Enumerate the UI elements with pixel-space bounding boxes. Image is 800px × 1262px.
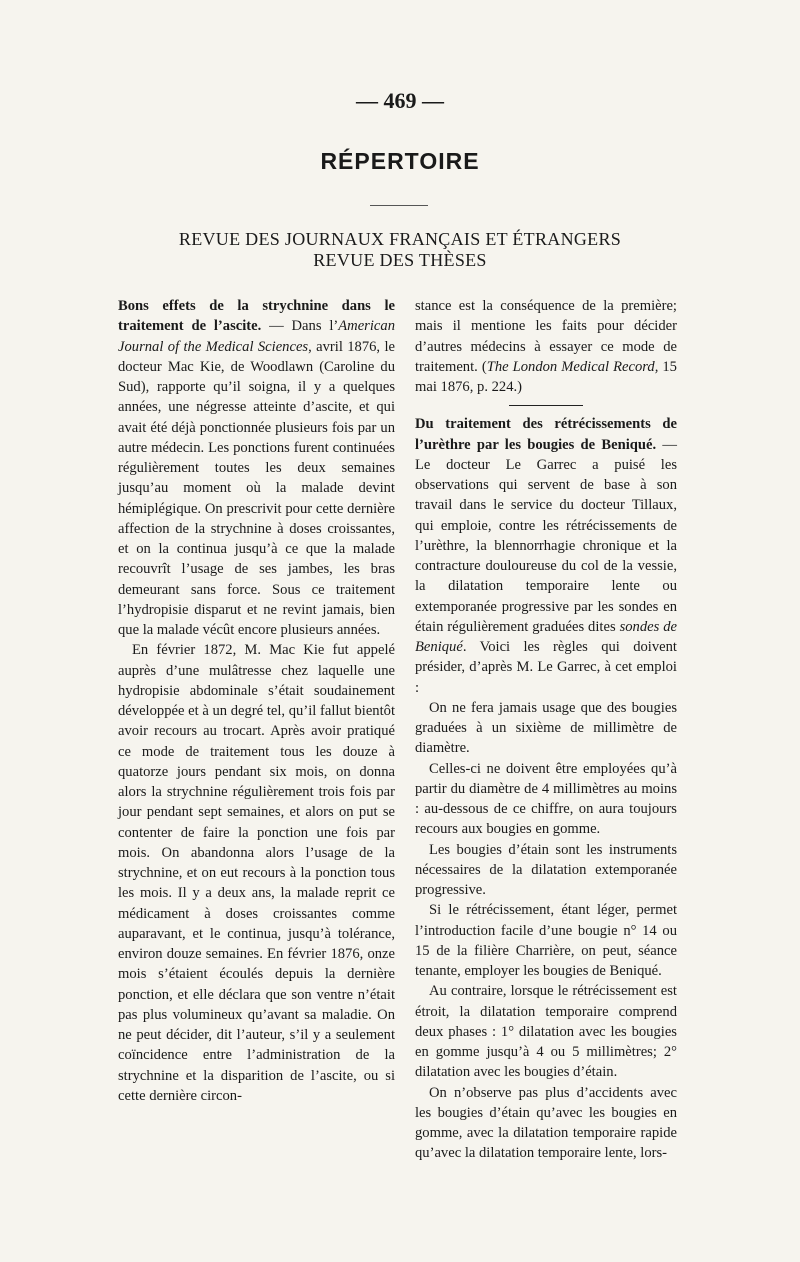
article2-paragraph-1: [415, 414, 677, 698]
article1-source: The London Medical Record,: [486, 358, 659, 375]
article2-sondes-italic: sondes de Beniqué: [415, 618, 677, 655]
article2-paragraph-5: Si le rétrécissement, étant léger, permet l’introduction facile d’une bougie n° 14 ou 15 de la filière Charrière, on peut, séance tenante, employer les bougies de Beniqué.: [415, 902, 677, 979]
article-separator: [509, 405, 583, 406]
article1-title: Bons effets de la strychnine dans le traitement de l’ascite.: [118, 298, 395, 335]
article2-paragraph-1-text-b: . Voici les règles qui doivent présider, d’après M. Le Garrec, à cet emploi :: [415, 639, 677, 696]
section-title: RÉPERTOIRE: [320, 148, 480, 174]
article1-paragraph-2: En février 1872, M. Mac Kie fut appelé auprès d’une mulâtresse chez laquelle une hydropisie abdominale s’était soudainement développée et à un degré tel, qu’il fallut bientôt avoir recours au trocart. Après avoir pratiqué ce mode de traitement tous les douze à quatorze jours pendant six mois, on donna alors la strychnine régulièrement trois fois par jour pendant sept semaines, et alors on put se contenter de faire la ponction une fois par mois. On abandonna alors l’usage de la strychnine, et on eut recours à la ponction tous les mois. Il y a deux ans, la malade reprit ce médicament à doses croissantes comme auparavant, et le continua, jusqu’à tolérance, environ douze semaines. En février 1876, onze mois s’étaient écoulés depuis la dernière ponction, et elle déclara que son ventre n’était pas plus volumineux qu’avant sa maladie. On ne peut décider, dit l’auteur, s’il y a seulement coïncidence entre l’administration de la strychnine et la disparition de l’ascite, ou si cette dernière circon-: [118, 642, 395, 1104]
article2-title: Du traitement des rétrécissements de l’urèthre par les bougies de Beniqué.: [415, 416, 677, 453]
title-rule: [370, 205, 428, 206]
article1-paragraph-1: [118, 296, 395, 640]
article1-continuation: [415, 296, 677, 397]
page-number: — 469 —: [356, 88, 444, 113]
article1-cont-text: stance est la conséquence de la première; mais il mentione les faits pour décider d’autres médecins à essayer ce mode de traitement. (: [415, 298, 677, 375]
article2-paragraph-4: Les bougies d’étain sont les instruments nécessaires de la dilatation extemporanée progressive.: [415, 841, 677, 898]
article1-journal: American Journal of the Medical Sciences: [118, 318, 395, 355]
article2-paragraph-2: On ne fera jamais usage que des bougies graduées à un sixième de millimètre de diamètre.: [415, 699, 677, 757]
article2-paragraph-7: On n’observe pas plus d’accidents avec les bougies d’étain qu’avec les bougies en gomme, avec la dilatation temporaire rapide qu’avec la dilatation temporaire lente, lors-: [415, 1084, 677, 1162]
right-column: [415, 296, 677, 1164]
subtitle-theses: REVUE DES THÈSES: [313, 250, 487, 270]
article1-intro: — Dans l’: [261, 318, 339, 335]
article2-paragraph-3: Celles-ci ne doivent être employées qu’à partir du diamètre de 4 millimètres au moins : au-dessous de ce chiffre, on aura toujours recours aux bougies en gomme.: [415, 760, 677, 838]
article1-source-tail: 15 mai 1876, p. 224.): [415, 358, 677, 395]
article2-paragraph-6: Au contraire, lorsque le rétrécissement est étroit, la dilatation temporaire comprend deux phases : 1° dilatation avec les bougies en gomme jusqu’à 4 ou 5 millimètres; 2° dilatation avec les bougies d’étain.: [415, 983, 677, 1081]
left-column: [118, 296, 395, 1106]
article1-paragraph-1-text: , avril 1876, le docteur Mac Kie, de Woodlawn (Caroline du Sud), rapporte qu’il soigna, il y a quelques années, une négresse atteinte d’ascite, et qui avait été déjà ponctionnée plusieurs fois par un autre médecin. Les ponctions furent continuées régulièrement toutes les deux semaines jusqu’au moment où la malade devint hémiplégique. On prescrivit pour cette dernière affection de la strychnine à doses croissantes, et on la continua jusqu’à ce que la malade recouvrît l’usage de ses jambes, les bras demeurant sans force. Sous ce traitement l’hydropisie disparut et ne revint jamais, bien que la malade vécût encore plusieurs années.: [118, 338, 395, 638]
article2-paragraph-1-text-a: — Le docteur Le Garrec a puisé les observations qui servent de base à son travail dans le service du docteur Tillaux, qui emploie, contre les rétrécissements de l’urèthre, la blennorrhagie chronique et la contracture douloureuse du col de la vessie, la dilatation temporaire lente ou extemporanée progressive par les sondes en étain régulièrement graduées dites: [415, 436, 677, 635]
subtitle-journals: REVUE DES JOURNAUX FRANÇAIS ET ÉTRANGERS: [178, 229, 622, 249]
